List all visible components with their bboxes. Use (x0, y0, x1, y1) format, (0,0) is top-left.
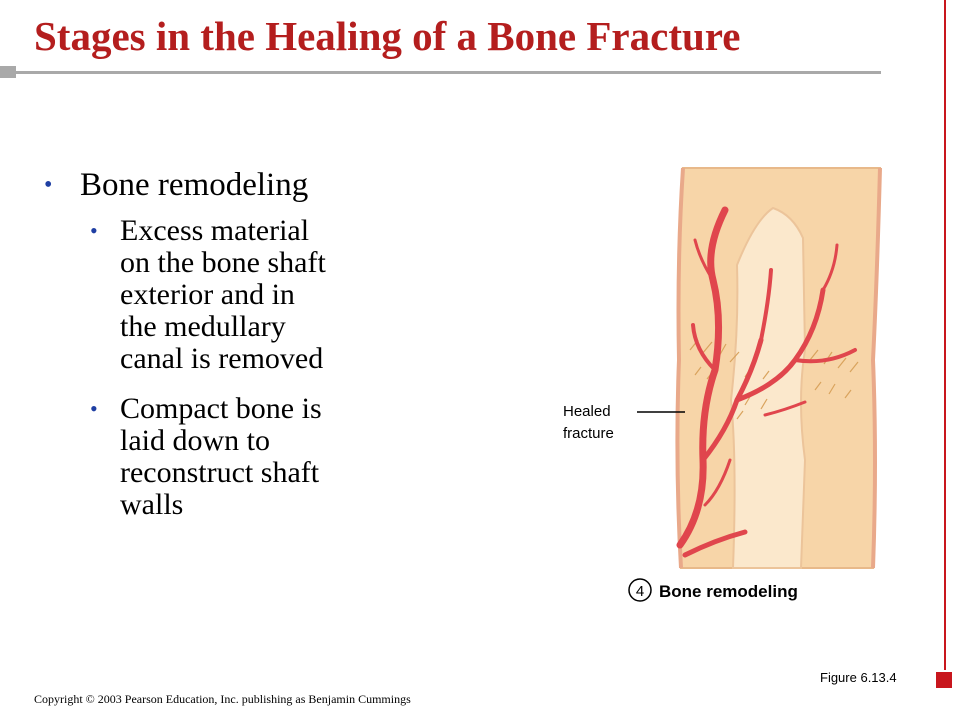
sub-bullet-compact-bone (44, 393, 380, 521)
sub-bullet-line: walls (120, 488, 184, 521)
figure-number: Figure 6.13.4 (820, 670, 897, 685)
sub-bullet-marker: • (90, 218, 98, 243)
callout-line: fracture (563, 425, 614, 442)
sub-bullet-marker: • (90, 396, 98, 421)
bone-remodeling-illustration (555, 160, 895, 610)
bullet-main-text: Bone remodeling (80, 167, 309, 203)
callout-line: Healed (563, 403, 611, 420)
callout-label (563, 403, 615, 442)
sub-bullet-line: the medullary (120, 310, 286, 343)
sub-bullet-line: on the bone shaft (120, 246, 326, 279)
sub-bullet-line: exterior and in (120, 278, 295, 311)
sub-bullet-list (44, 215, 404, 521)
bullet-marker: • (44, 172, 53, 198)
figure-caption: Bone remodeling (659, 582, 798, 601)
copyright-footer: Copyright © 2003 Pearson Education, Inc. publishing as Benjamin Cummings (34, 692, 411, 706)
step-number: 4 (635, 583, 645, 600)
sub-bullet-line: canal is removed (120, 342, 324, 375)
sub-bullet-line: Excess material (120, 214, 310, 247)
corner-square (936, 672, 952, 688)
slide-title: Stages in the Healing of a Bone Fracture (34, 13, 741, 59)
sub-bullet-line: reconstruct shaft (120, 456, 320, 489)
bullet-list (44, 165, 404, 539)
sub-bullet-line: Compact bone is (120, 392, 322, 425)
bullet-main (44, 165, 404, 205)
sub-bullet-excess-material (44, 215, 380, 375)
right-border-line (944, 0, 946, 670)
sub-bullet-line: laid down to (120, 424, 270, 457)
title-rule-accent (0, 66, 16, 78)
title-rule (16, 71, 881, 74)
